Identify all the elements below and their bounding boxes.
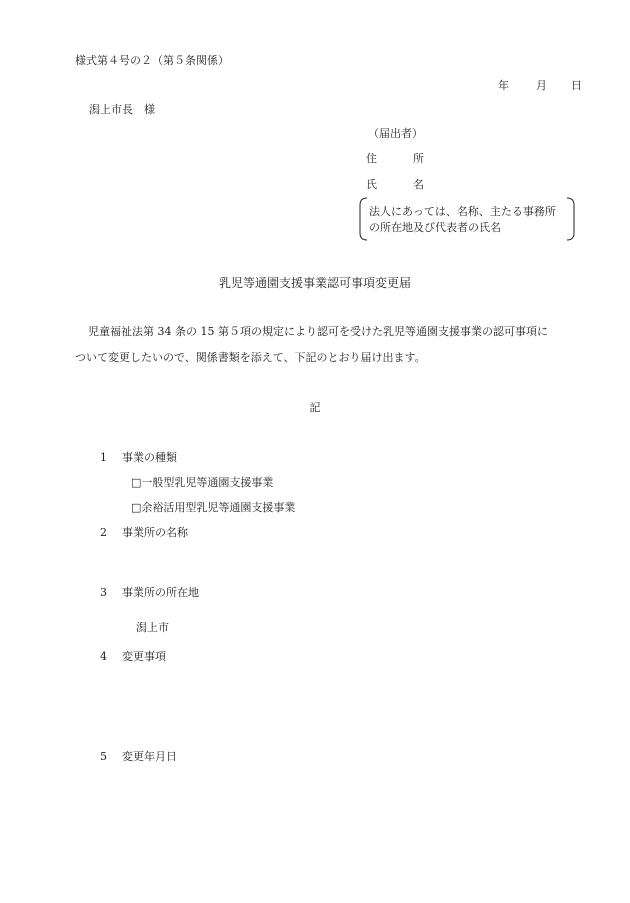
item-5-label: 変更年月日 [122, 750, 177, 763]
body-line-1: 児童福祉法第 34 条の 15 第５項の規定により認可を受けた乳児等通園支援事業の認可事項に [88, 325, 548, 338]
date-month-label: 月 [536, 79, 547, 92]
address-label-char-2: 所 [413, 152, 424, 165]
item-4-label: 変更事項 [122, 650, 166, 663]
bracket-lines [359, 197, 575, 241]
body-line-2: ついて変更したいので、関係書類を添えて、下記のとおり届け出ます。 [75, 351, 426, 364]
item-3-label: 事業所の所在地 [122, 586, 199, 599]
name-label-char-1: 氏 [366, 178, 377, 191]
applicant-heading: （届出者） [368, 127, 423, 140]
document-title: 乳児等通園支援事業認可事項変更届 [218, 276, 411, 290]
business-type-option-general: □一般型乳児等通園支援事業 [131, 476, 274, 489]
business-type-option-surplus: □余裕活用型乳児等通園支援事業 [131, 501, 296, 514]
item-1-label: 事業の種類 [122, 451, 177, 464]
corporate-note-bracket [359, 197, 575, 241]
corporate-note-line-2: の所在地及び代表者の氏名 [369, 221, 501, 234]
item-3-number: 3 [100, 586, 107, 599]
ki-heading: 記 [309, 401, 321, 414]
city-name: 潟上市 [136, 621, 169, 634]
name-label-char-2: 名 [413, 178, 424, 191]
item-1-number: 1 [100, 451, 107, 464]
date-year-label: 年 [498, 79, 509, 92]
date-day-label: 日 [571, 79, 582, 92]
corporate-note-line-1: 法人にあっては、名称、主たる事務所 [369, 205, 556, 218]
item-4-number: 4 [100, 650, 107, 663]
item-2-number: 2 [100, 526, 107, 539]
addressee: 潟上市長 様 [89, 103, 155, 116]
item-5-number: 5 [100, 750, 107, 763]
form-number: 様式第４号の２（第５条関係） [75, 54, 229, 67]
address-label-char-1: 住 [366, 152, 377, 165]
item-2-label: 事業所の名称 [122, 526, 188, 539]
